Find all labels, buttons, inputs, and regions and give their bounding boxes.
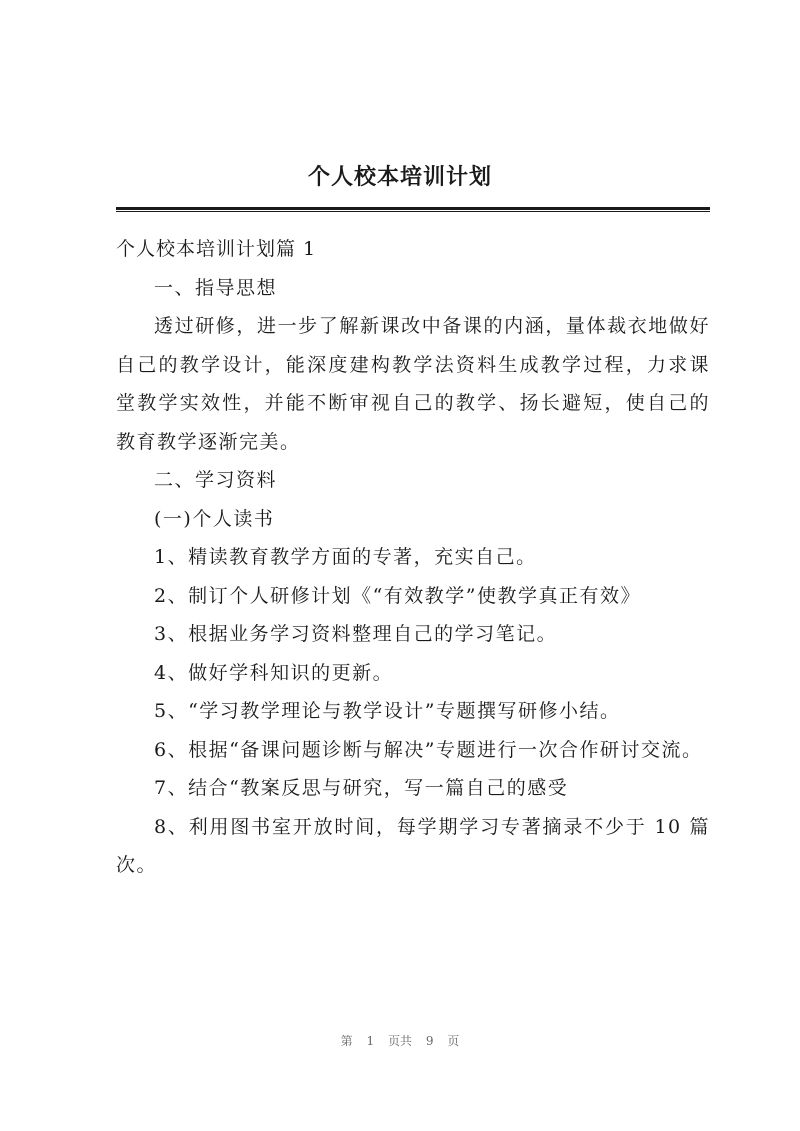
paragraph-guiding-ideology: 透过研修，进一步了解新课改中备课的内涵，量体裁衣地做好自己的教学设计，能深度建构教学法资料生成教学过程，力求课堂教学实效性，并能不断审视自己的教学、扬长避短，使自己的教育教学逐渐完美。 [116,315,710,453]
page-footer [0,1032,800,1049]
document-body [116,230,710,885]
title-divider [116,207,710,212]
list-item-8: 8、利用图书室开放时间，每学期学习专著摘录不少于 10 篇次。 [116,815,710,876]
list-item-1: 1、精读教育教学方面的专著，充实自己。 [154,546,537,568]
list-item-7: 7、结合“教案反思与研究，写一篇自己的感受 [154,777,569,799]
list-item-6: 6、根据“备课问题诊断与解决”专题进行一次合作研讨交流。 [154,738,703,761]
footer-prefix: 第 [340,1034,353,1048]
footer-suffix: 页 [447,1034,460,1048]
subheading-personal-reading: (一)个人读书 [154,507,275,530]
list-item-2: 2、制订个人研修计划《“有效教学”使教学真正有效》 [154,584,642,607]
heading-learning-materials: 二、学习资料 [154,469,278,491]
footer-mid: 页共 [387,1034,412,1048]
footer-total-pages: 9 [425,1034,434,1048]
page-title: 个人校本培训计划 [307,164,492,190]
heading-guiding-ideology: 一、指导思想 [154,276,278,299]
list-item-4: 4、做好学科知识的更新。 [154,661,394,684]
section-heading: 个人校本培训计划篇 1 [116,238,317,260]
list-item-5: 5、“学习教学理论与教学设计”专题撰写研修小结。 [154,700,621,722]
footer-current-page: 1 [366,1034,375,1048]
list-item-3: 3、根据业务学习资料整理自己的学习笔记。 [154,623,558,645]
